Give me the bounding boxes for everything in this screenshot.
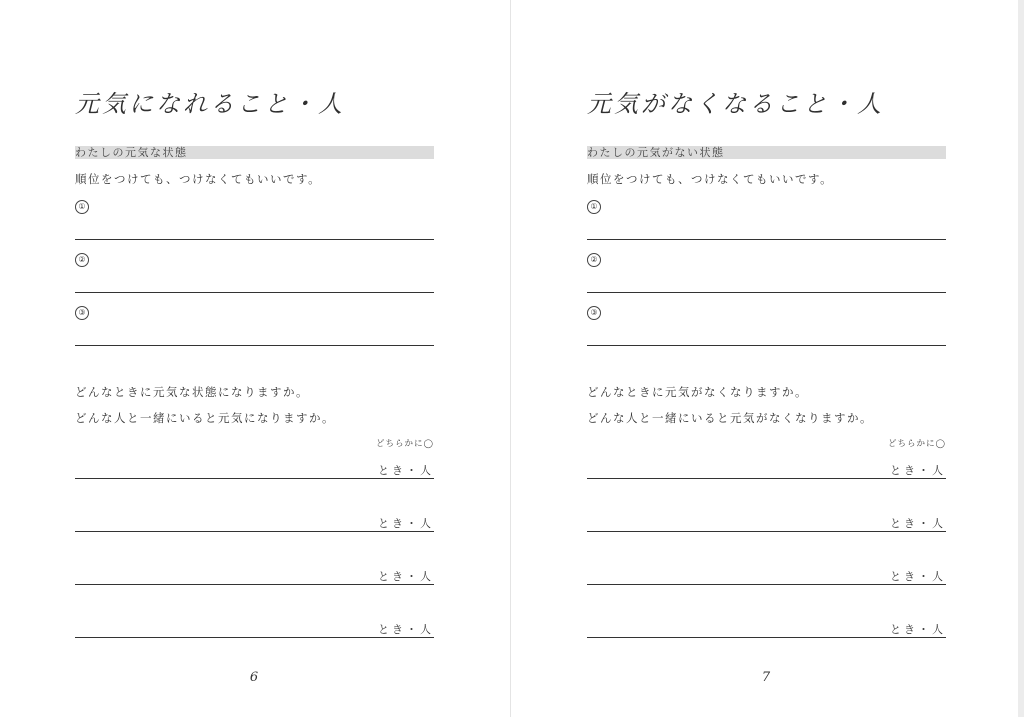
answer-line-2[interactable] [587,292,946,293]
section-label: わたしの元気な状態 [75,146,434,159]
answer-line-3[interactable] [75,345,434,346]
answer-line-6[interactable] [75,584,434,585]
page-gutter [510,0,511,717]
rank-note: 順位をつけても、つけなくてもいいです。 [75,172,322,186]
item-number-2: ② [587,253,601,267]
left-page [0,0,510,717]
answer-label-1[interactable]: とき・人 [378,464,434,477]
answer-line-1[interactable] [75,239,434,240]
page-title: 元気になれること・人 [75,90,345,118]
page-title: 元気がなくなること・人 [587,90,884,118]
rank-note: 順位をつけても、つけなくてもいいです。 [587,172,834,186]
answer-line-4[interactable] [587,478,946,479]
answer-label-4[interactable]: とき・人 [378,623,434,636]
section-label: わたしの元気がない状態 [587,146,946,159]
question-who: どんな人と一緒にいると元気になりますか。 [75,411,335,425]
answer-label-3[interactable]: とき・人 [890,570,946,583]
circle-note: どちらかに◯ [375,439,434,449]
answer-label-2[interactable]: とき・人 [378,517,434,530]
question-when: どんなときに元気な状態になりますか。 [75,385,309,399]
answer-label-2[interactable]: とき・人 [890,517,946,530]
item-number-3: ③ [75,306,89,320]
answer-line-1[interactable] [587,239,946,240]
question-when: どんなときに元気がなくなりますか。 [587,385,808,399]
item-number-2: ② [75,253,89,267]
answer-line-2[interactable] [75,292,434,293]
page-number: 7 [761,670,771,685]
item-number-1: ① [75,200,89,214]
answer-line-7[interactable] [587,637,946,638]
item-number-1: ① [587,200,601,214]
answer-label-1[interactable]: とき・人 [890,464,946,477]
answer-line-5[interactable] [587,531,946,532]
answer-line-7[interactable] [75,637,434,638]
right-page [512,0,1022,717]
answer-line-3[interactable] [587,345,946,346]
page-number: 6 [249,670,259,685]
circle-note: どちらかに◯ [887,439,946,449]
answer-line-6[interactable] [587,584,946,585]
answer-line-5[interactable] [75,531,434,532]
item-number-3: ③ [587,306,601,320]
answer-label-4[interactable]: とき・人 [890,623,946,636]
answer-line-4[interactable] [75,478,434,479]
answer-label-3[interactable]: とき・人 [378,570,434,583]
question-who: どんな人と一緒にいると元気がなくなりますか。 [587,411,873,425]
